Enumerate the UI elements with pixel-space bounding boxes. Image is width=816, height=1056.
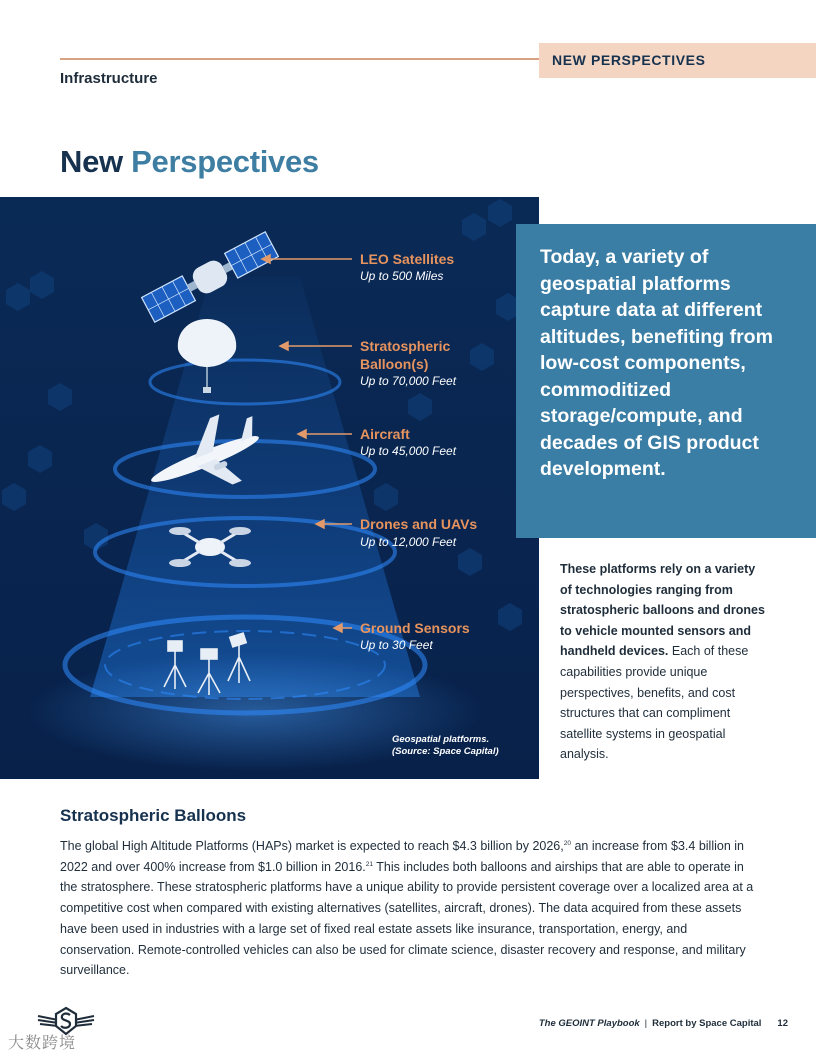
level-altitude: Up to 12,000 Feet: [360, 535, 457, 549]
sidebar-bold-text: These platforms rely on a variety of technologies ranging from stratospheric balloons and drones to vehicle mounted sensors and handheld devices.: [560, 562, 765, 659]
geospatial-platforms-figure: [0, 197, 539, 779]
level-name: Stratospheric: [360, 338, 451, 354]
footer-publication: The GEOINT Playbook: [538, 1018, 640, 1029]
page-title-part2: Perspectives: [131, 144, 319, 179]
body-text: The global High Altitude Platforms (HAPs) market is expected to reach $4.3 billion by 2026,: [60, 839, 564, 853]
level-altitude: Up to 45,000 Feet: [360, 444, 457, 458]
footnote-ref[interactable]: 21: [365, 860, 373, 868]
level-name: Aircraft: [360, 426, 410, 442]
footer-report: Report by Space Capital: [652, 1018, 762, 1029]
page-footer: [539, 1018, 788, 1029]
footnote-ref[interactable]: 20: [563, 839, 571, 847]
body-text: This includes both balloons and airships that are able to operate in the stratosphere. These stratospheric platforms have a unique ability to provide persistent coverage over a localized area at a competitive cost when compared with existing alternatives (satellites, aircraft, drones). The data acquired from these assets have been used in industries with a large set of fixed real estate assets like insurance, transportation, energy, and conservation. Remote-controlled vehicles can also be used for climate science, disaster recovery and response, and military surveillance.: [60, 859, 754, 978]
watermark-text: 大数跨境: [8, 1035, 77, 1052]
footer-separator: |: [644, 1018, 648, 1029]
figure-caption-line2: (Source: Space Capital): [392, 746, 499, 757]
sidebar-normal-text: Each of these capabilities provide unique perspectives, benefits, and cost structures that can compliment satellite systems in geospatial analysis.: [560, 644, 749, 762]
level-name: Ground Sensors: [360, 620, 470, 636]
pull-quote: Today, a variety of geospatial platforms capture data at different altitudes, benefiting from low-cost components, commoditized storage/compute, and decades of GIS product development.: [516, 224, 816, 538]
header-rule: [60, 58, 540, 60]
page-title: [60, 144, 319, 180]
section-body: [60, 836, 760, 981]
level-name-line2: Balloon(s): [360, 356, 429, 372]
page-title-part1: New: [60, 144, 123, 179]
body-text: an increase from $3.4 billion in 2022 and over 400% increase from $1.0 billion in 2016.: [60, 839, 744, 874]
section-tab: NEW PERSPECTIVES: [539, 43, 816, 78]
level-altitude: Up to 500 Miles: [360, 269, 444, 283]
sidebar-paragraph: [560, 559, 770, 765]
section-heading: Stratospheric Balloons: [60, 806, 247, 825]
level-altitude: Up to 70,000 Feet: [360, 374, 457, 388]
level-name: Drones and UAVs: [360, 516, 478, 532]
figure-caption-line1: Geospatial platforms.: [392, 734, 490, 745]
level-name: LEO Satellites: [360, 251, 455, 267]
page-number: 12: [777, 1018, 788, 1029]
level-altitude: Up to 30 Feet: [360, 638, 433, 652]
section-label: Infrastructure: [60, 70, 158, 87]
